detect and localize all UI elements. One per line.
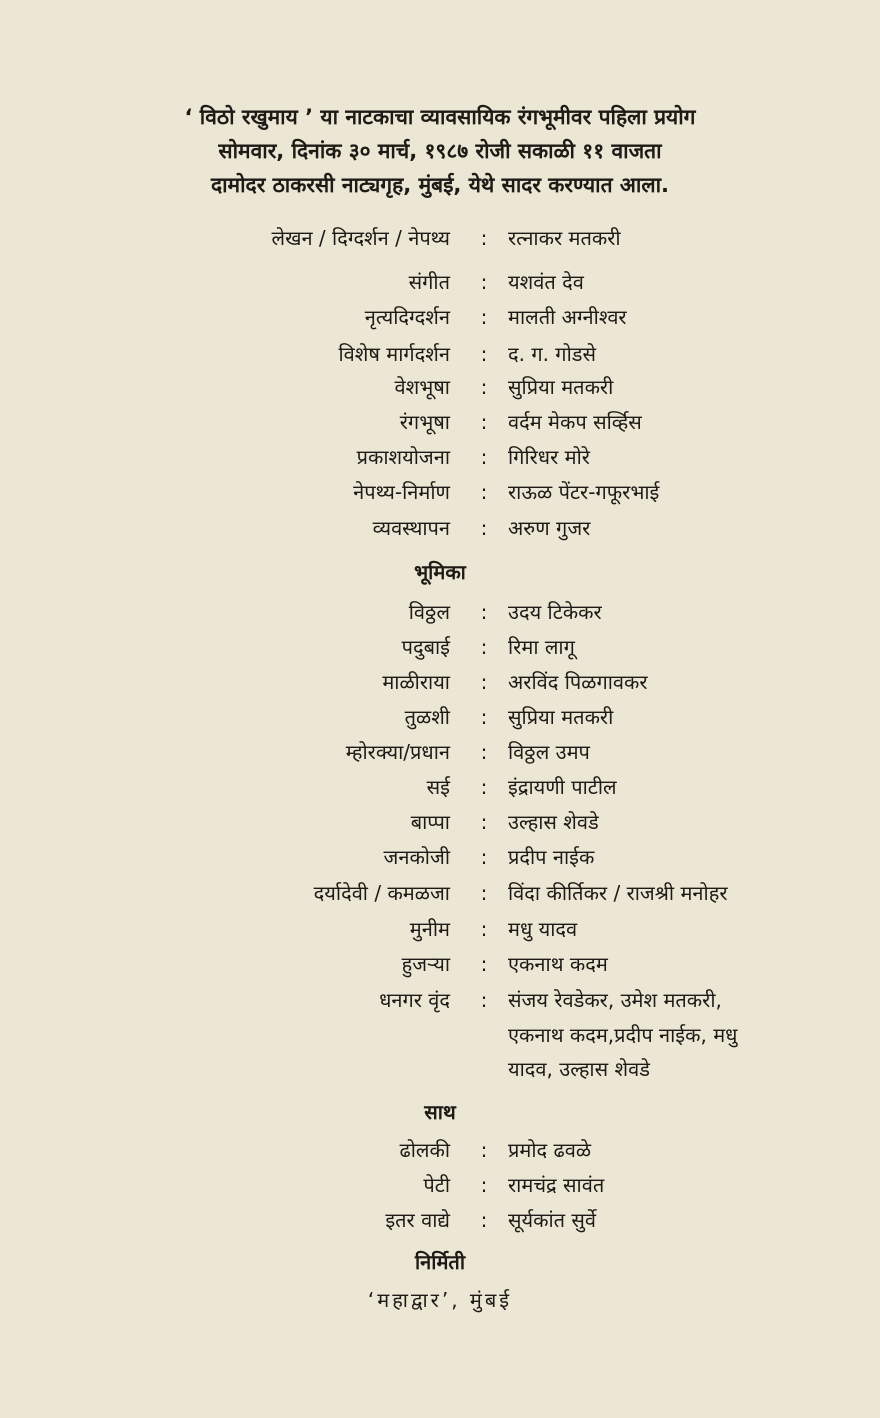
credit-row: [0, 475, 880, 509]
cast-heading: भूमिका: [414, 560, 466, 584]
premiere-line-3: दामोदर ठाकरसी नाट्यगृह, मुंबई, येथे सादर करण्यात आला.: [210, 173, 670, 197]
colon: :: [480, 705, 488, 729]
colon: :: [480, 635, 488, 659]
character-name: बाप्पा: [410, 810, 450, 834]
actor-name: संजय रेवडेकर, उमेश मतकरी,: [508, 988, 722, 1012]
actor-name: अरविंद पिळगावकर: [508, 670, 648, 694]
musician-name: प्रमोद ढवळे: [508, 1138, 592, 1162]
colon: :: [480, 1138, 488, 1162]
accompaniment-row: [0, 1133, 880, 1167]
colon: :: [480, 775, 488, 799]
instrument-name: ढोलकी: [399, 1138, 450, 1162]
premiere-note: [0, 100, 880, 202]
character-name: दर्यादेवी / कमळजा: [313, 881, 450, 905]
credit-name: वर्दम मेकप सर्व्हिस: [508, 410, 642, 434]
credit-row: [0, 370, 880, 404]
musician-name: सूर्यकांत सुर्वे: [508, 1208, 597, 1232]
credit-row: [0, 300, 880, 334]
character-name: विठ्ठल: [408, 600, 450, 624]
credit-role: व्यवस्थापन: [372, 516, 450, 540]
actor-name: सुप्रिया मतकरी: [508, 705, 614, 729]
instrument-name: पेटी: [423, 1173, 450, 1197]
actor-name: एकनाथ कदम: [508, 952, 608, 976]
colon: :: [480, 1208, 488, 1232]
credit-role: वेशभूषा: [394, 375, 450, 399]
colon: :: [480, 917, 488, 941]
colon: :: [480, 670, 488, 694]
character-name: तुळशी: [404, 705, 450, 729]
cast-row: [0, 805, 880, 839]
credit-name: राऊळ पेंटर-गफूरभाई: [508, 480, 660, 504]
production-heading: निर्मिती: [415, 1250, 465, 1274]
credit-role: रंगभूषा: [399, 410, 450, 434]
colon: :: [480, 342, 488, 366]
credit-row: [0, 221, 880, 255]
colon: :: [480, 810, 488, 834]
cast-row: [0, 595, 880, 629]
colon: :: [480, 226, 488, 250]
colon: :: [480, 600, 488, 624]
cast-row: [0, 876, 880, 910]
cast-row: [0, 630, 880, 664]
instrument-name: इतर वाद्ये: [385, 1208, 450, 1232]
cast-row: [0, 665, 880, 699]
colon: :: [480, 270, 488, 294]
character-name: म्होरक्या/प्रधान: [345, 740, 450, 764]
production-house: ‘महाद्वार’, मुंबई: [367, 1288, 513, 1312]
character-name: सई: [426, 775, 450, 799]
actor-name-continued: यादव, उल्हास शेवडे: [508, 1057, 650, 1081]
actor-name: मधु यादव: [508, 917, 578, 941]
character-name: धनगर वृंद: [379, 988, 450, 1012]
colon: :: [480, 305, 488, 329]
actor-name: विठ्ठल उमप: [508, 740, 590, 764]
cast-row: [0, 983, 880, 1017]
credit-row: [0, 511, 880, 545]
colon: :: [480, 881, 488, 905]
credit-role: प्रकाशयोजना: [356, 445, 450, 469]
actor-name: प्रदीप नाईक: [508, 845, 595, 869]
character-name: जनकोजी: [383, 845, 450, 869]
colon: :: [480, 988, 488, 1012]
cast-row: [0, 770, 880, 804]
accompaniment-heading: साथ: [424, 1100, 456, 1124]
credit-name: द. ग. गोडसे: [508, 342, 596, 366]
colon: :: [480, 952, 488, 976]
credit-row: [0, 337, 880, 371]
colon: :: [480, 516, 488, 540]
credit-name: मालती अग्नीश्वर: [508, 305, 627, 329]
credit-role: नेपथ्य-निर्माण: [353, 480, 450, 504]
actor-name: इंद्रायणी पाटील: [508, 775, 617, 799]
colon: :: [480, 375, 488, 399]
cast-row: [0, 947, 880, 981]
actor-name: विंदा कीर्तिकर / राजश्री मनोहर: [508, 881, 728, 905]
accompaniment-row: [0, 1203, 880, 1237]
accompaniment-row: [0, 1168, 880, 1202]
character-name: हुजऱ्या: [401, 952, 450, 976]
colon: :: [480, 410, 488, 434]
cast-row: [0, 735, 880, 769]
colon: :: [480, 845, 488, 869]
character-name: मुनीम: [409, 917, 450, 941]
colon: :: [480, 740, 488, 764]
credit-role: लेखन / दिग्दर्शन / नेपथ्य: [271, 226, 450, 250]
character-name: माळीराया: [382, 670, 450, 694]
credit-name: यशवंत देव: [508, 270, 584, 294]
credit-row: [0, 265, 880, 299]
actor-name: उदय टिकेकर: [508, 600, 602, 624]
colon: :: [480, 445, 488, 469]
credit-name: सुप्रिया मतकरी: [508, 375, 614, 399]
colon: :: [480, 1173, 488, 1197]
premiere-line-1: ‘ विठो रखुमाय ’ या नाटकाचा व्यावसायिक रंगभूमीवर पहिला प्रयोग: [184, 105, 696, 129]
musician-name: रामचंद्र सावंत: [508, 1173, 605, 1197]
actor-name-continued: एकनाथ कदम,प्रदीप नाईक, मधु: [508, 1023, 738, 1047]
cast-row: [0, 700, 880, 734]
credit-role: नृत्यदिग्दर्शन: [364, 305, 450, 329]
credit-row: [0, 405, 880, 439]
character-name: पदुबाई: [401, 635, 450, 659]
credit-name: रत्नाकर मतकरी: [508, 226, 621, 250]
cast-row: [0, 840, 880, 874]
credit-role: विशेष मार्गदर्शन: [338, 342, 450, 366]
premiere-line-2: सोमवार, दिनांक ३० मार्च, १९८७ रोजी सकाळी ११ वाजता: [218, 139, 662, 163]
credit-name: गिरिधर मोरे: [508, 445, 590, 469]
credit-role: संगीत: [408, 270, 450, 294]
actor-name: रिमा लागू: [508, 635, 575, 659]
credit-name: अरुण गुजर: [508, 516, 591, 540]
actor-name: उल्हास शेवडे: [508, 810, 599, 834]
cast-row: [0, 912, 880, 946]
credit-row: [0, 440, 880, 474]
colon: :: [480, 480, 488, 504]
